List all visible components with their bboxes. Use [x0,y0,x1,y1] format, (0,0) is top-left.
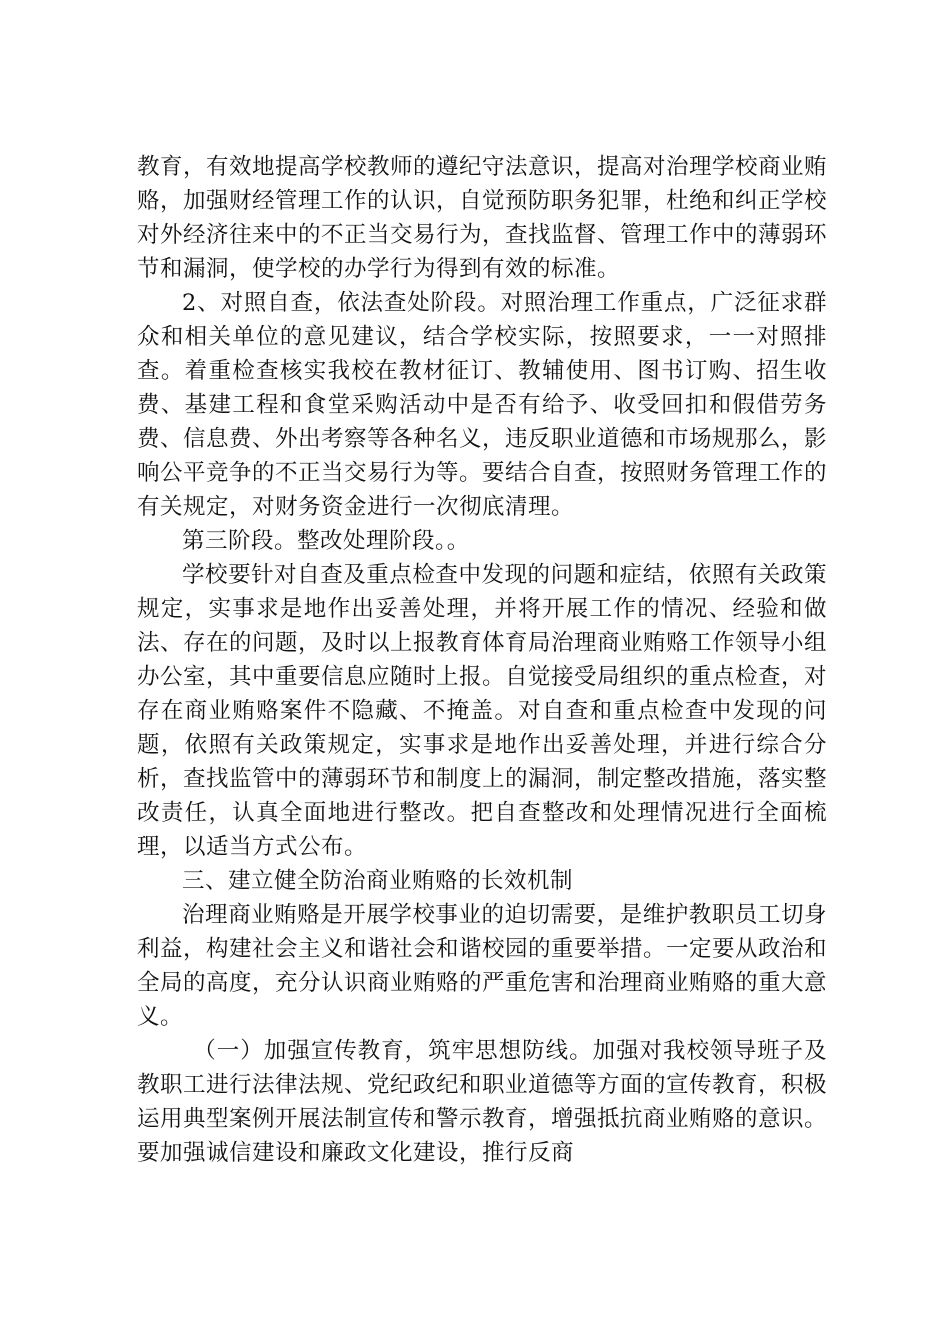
section-heading-long-term-mechanism: 三、建立健全防治商业贿赂的长效机制 [182,868,574,894]
paragraph-publicity-education: （一）加强宣传教育，筑牢思想防线。加强对我校领导班子及教职工进行法律法规、党纪政纪和职业道德等方面的宣传教育，积极运用典型案例开展法制宣传和警示教育，增强抵抗商业贿赂的意识。要加强诚信建设和廉政文化建设，推行反商 [137,1038,828,1166]
paragraph-phase-three-heading: 第三阶段。整改处理阶段。。 [182,528,470,554]
paragraph-continuation: 教育，有效地提高学校教师的遵纪守法意识，提高对治理学校商业贿赂，加强财经管理工作的认识，自觉预防职务犯罪，杜绝和纠正学校对外经济往来中的不正当交易行为，查找监督、管理工作中的薄弱环节和漏洞，使学校的办学行为得到有效的标准。 [137,154,828,282]
paragraph-rectification: 学校要针对自查及重点检查中发现的问题和症结，依照有关政策规定，实事求是地作出妥善处理，并将开展工作的情况、经验和做法、存在的问题，及时以上报教育体育局治理商业贿赂工作领导小组办公室，其中重要信息应随时上报。自觉接受局组织的重点检查，对存在商业贿赂案件不隐藏、不掩盖。对自查和重点检查中发现的问题，依照有关政策规定，实事求是地作出妥善处理，并进行综合分析，查找监管中的薄弱环节和制度上的漏洞，制定整改措施，落实整改责任，认真全面地进行整改。把自查整改和处理情况进行全面梳理，以适当方式公布。 [137,562,828,860]
document-body [137,150,827,1170]
paragraph-self-inspection: 2、对照自查，依法查处阶段。对照治理工作重点，广泛征求群众和相关单位的意见建议，结合学校实际，按照要求，一一对照排查。着重检查核实我校在教材征订、教辅使用、图书订购、招生收费、基建工程和食堂采购活动中是否有给予、收受回扣和假借劳务费、信息费、外出考察等各种名义，违反职业道德和市场规那么，影响公平竞争的不正当交易行为等。要结合自查，按照财务管理工作的有关规定，对财务资金进行一次彻底清理。 [137,290,828,520]
paragraph-significance: 治理商业贿赂是开展学校事业的迫切需要，是维护教职员工切身利益，构建社会主义和谐社会和谐校园的重要举措。一定要从政治和全局的高度，充分认识商业贿赂的严重危害和治理商业贿赂的重大意义。 [137,902,828,1030]
